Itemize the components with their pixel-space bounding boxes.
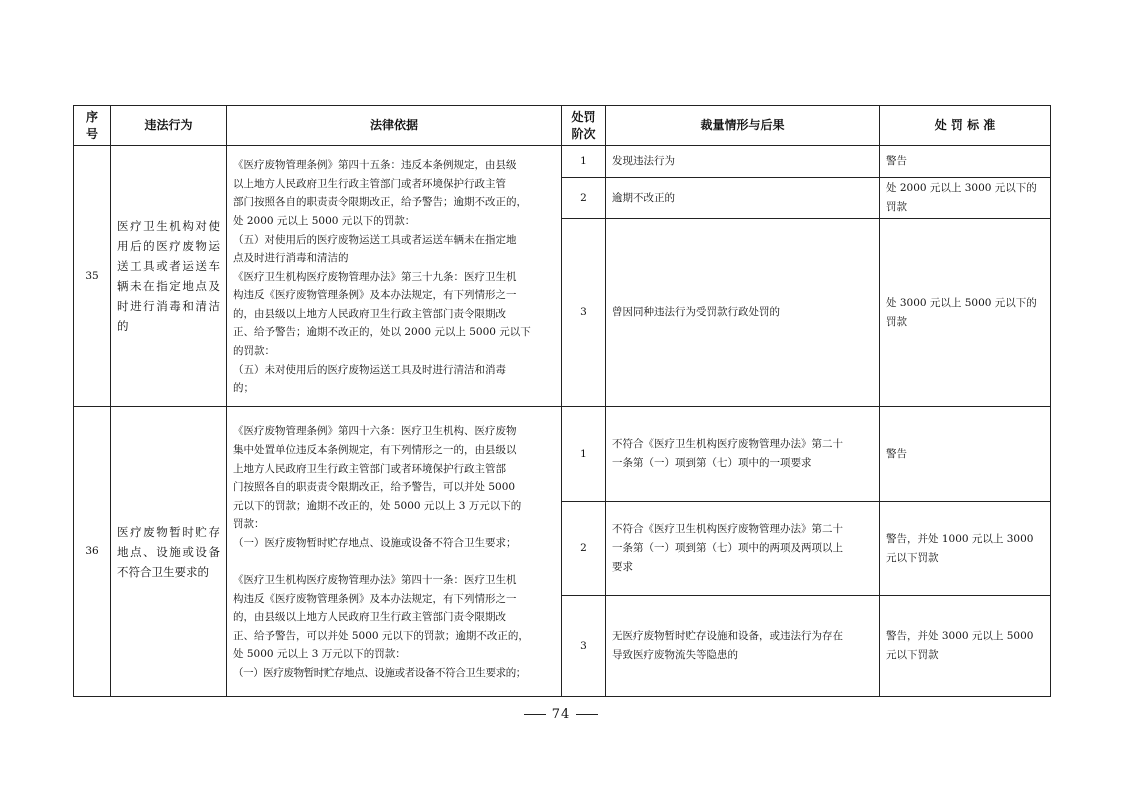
basis-line: 处 2000 元以上 5000 元以下的罚款：: [233, 214, 416, 227]
circumstance: 曾因同种违法行为受罚款行政处罚的: [606, 219, 880, 407]
penalty-standard: 警告，并处 1000 元以上 3000 元以下罚款: [880, 502, 1051, 596]
basis-line: （五）对使用后的医疗废物运送工具或者运送车辆未在指定地: [233, 233, 517, 246]
header-step: 处罚 阶次: [562, 106, 606, 146]
basis-line: （一）医疗废物暂时贮存地点、设施或设备不符合卫生要求；: [233, 536, 517, 549]
header-act: 违法行为: [111, 106, 227, 146]
legal-basis: [227, 407, 562, 697]
basis-line: 正、给予警告；逾期不改正的，处以 2000 元以上 5000 元以下: [233, 326, 531, 339]
row-number: 35: [74, 146, 111, 407]
basis-line: 构违反《医疗废物管理条例》及本办法规定，有下列情形之一: [233, 592, 517, 605]
legal-basis: [227, 146, 562, 407]
basis-line: （五）未对使用后的医疗废物运送工具及时进行清洁和消毒: [233, 363, 506, 376]
table-row: [74, 146, 1051, 178]
basis-line: 集中处置单位违反本条例规定，有下列情形之一的，由县级以: [233, 443, 517, 456]
page-footer: [0, 707, 1122, 722]
violation-act: 医疗卫生机构对使用后的医疗废物运送工具或者运送车辆未在指定地点及时进行消毒和清洁的: [111, 146, 227, 407]
basis-line: 《医疗废物管理条例》第四十六条：医疗卫生机构、医疗废物: [233, 425, 517, 438]
penalty-step: 3: [562, 596, 606, 697]
penalty-step: 2: [562, 178, 606, 219]
circumstance: 发现违法行为: [606, 146, 880, 178]
basis-line: 的，由县级以上地方人民政府卫生行政主管部门责令限期改: [233, 611, 506, 624]
basis-line: 《医疗废物管理条例》第四十五条：违反本条例规定，由县级: [233, 159, 517, 172]
circumstance: 逾期不改正的: [606, 178, 880, 219]
penalty-step: 2: [562, 502, 606, 596]
basis-line: 处 5000 元以上 3 万元以下的罚款：: [233, 648, 406, 661]
basis-line: 的，由县级以上地方人民政府卫生行政主管部门责令限期改: [233, 307, 506, 320]
penalty-standard: 处 3000 元以上 5000 元以下的 罚款: [880, 219, 1051, 407]
row-number: 36: [74, 407, 111, 697]
footer-dash-left: [524, 714, 546, 715]
basis-line: 门按照各自的职责责令限期改正，给予警告，可以并处 5000: [233, 481, 516, 494]
penalty-standard: 警告: [880, 146, 1051, 178]
basis-line: 元以下的罚款；逾期不改正的，处 5000 元以上 3 万元以下的: [233, 499, 522, 512]
header-penalty: 处 罚 标 准: [880, 106, 1051, 146]
header-circumstance: 裁量情形与后果: [606, 106, 880, 146]
header-basis: 法律依据: [227, 106, 562, 146]
basis-line: 部门按照各自的职责责令限期改正，给予警告；逾期不改正的，: [233, 196, 527, 209]
header-no: 序 号: [74, 106, 111, 146]
footer-dash-right: [576, 714, 598, 715]
basis-line: 《医疗卫生机构医疗废物管理办法》第三十九条：医疗卫生机: [233, 270, 517, 283]
circumstance: 无医疗废物暂时贮存设施和设备，或违法行为存在 导致医疗废物流失等隐患的: [606, 596, 880, 697]
basis-line: [233, 553, 556, 572]
penalty-step: 1: [562, 407, 606, 502]
basis-line: 构违反《医疗废物管理条例》及本办法规定，有下列情形之一: [233, 289, 517, 302]
basis-line: 的；: [233, 382, 254, 395]
basis-line: 的罚款：: [233, 345, 275, 358]
basis-line: 罚款：: [233, 518, 265, 531]
basis-line: 正、给予警告，可以并处 5000 元以下的罚款；逾期不改正的，: [233, 629, 529, 642]
table-row: [74, 407, 1051, 502]
penalty-step: 1: [562, 146, 606, 178]
basis-line: 《医疗卫生机构医疗废物管理办法》第四十一条：医疗卫生机: [233, 574, 517, 587]
header-row: [74, 106, 1051, 146]
circumstance: 不符合《医疗卫生机构医疗废物管理办法》第二十 一条第（一）项到第（七）项中的一项要求: [606, 407, 880, 502]
circumstance: 不符合《医疗卫生机构医疗废物管理办法》第二十 一条第（一）项到第（七）项中的两项及两项以上 要求: [606, 502, 880, 596]
page-number: 74: [551, 707, 571, 722]
violation-act: 医疗废物暂时贮存地点、设施或设备不符合卫生要求的: [111, 407, 227, 697]
penalty-standard: 警告，并处 3000 元以上 5000 元以下罚款: [880, 596, 1051, 697]
basis-line: 以上地方人民政府卫生行政主管部门或者环境保护行政主管: [233, 177, 506, 190]
penalty-standard: 警告: [880, 407, 1051, 502]
penalty-standard-table: [73, 105, 1051, 697]
penalty-step: 3: [562, 219, 606, 407]
basis-line: （一）医疗废物暂时贮存地点、设施或者设备不符合卫生要求的；: [233, 667, 526, 680]
basis-line: 上地方人民政府卫生行政主管部门或者环境保护行政主管部: [233, 462, 506, 475]
basis-line: 点及时进行消毒和清洁的: [233, 252, 349, 265]
penalty-standard: 处 2000 元以上 3000 元以下的 罚款: [880, 178, 1051, 219]
